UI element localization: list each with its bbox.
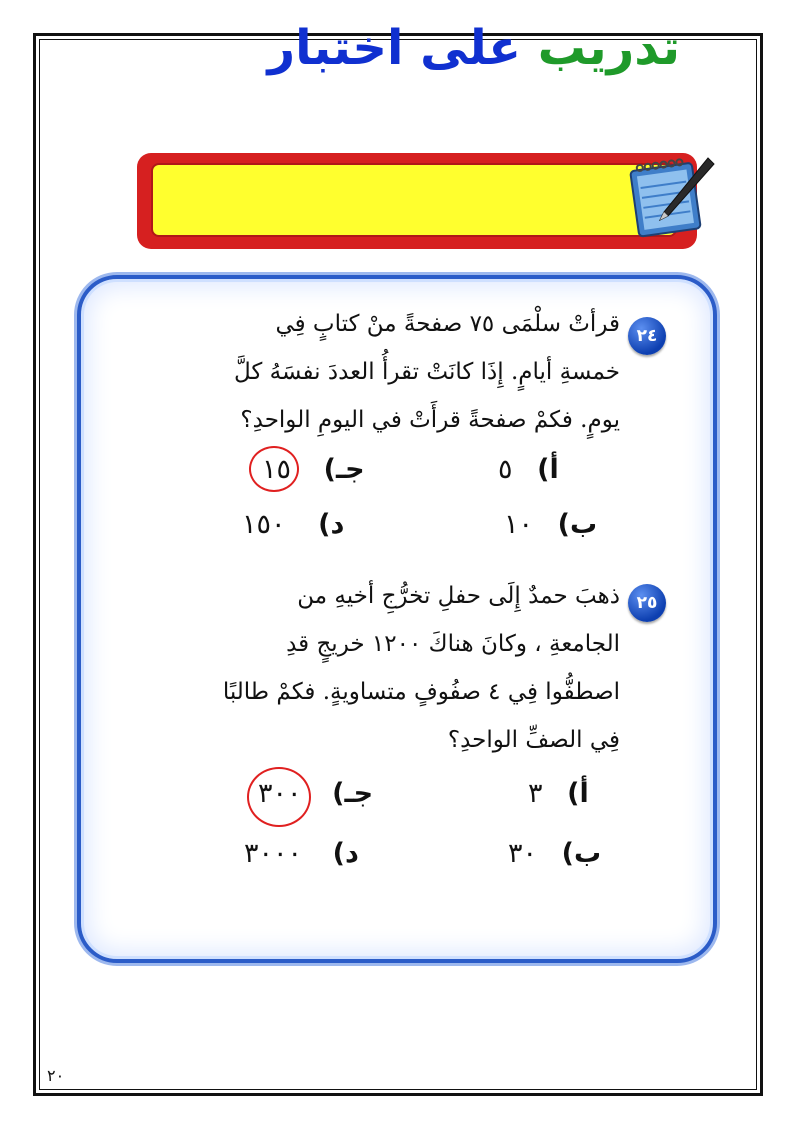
option-letter: جـ) bbox=[323, 454, 365, 485]
question-text bbox=[180, 572, 620, 764]
option-b[interactable] bbox=[508, 838, 601, 869]
title-word-training: تدريب bbox=[537, 20, 680, 76]
option-letter: ب) bbox=[557, 509, 598, 540]
page-title bbox=[268, 20, 681, 76]
title-word-on: على bbox=[420, 20, 522, 76]
option-value: ٣٠٠٠ bbox=[244, 838, 303, 869]
question-number-badge: ٢٥ bbox=[628, 584, 666, 622]
question-text bbox=[180, 300, 620, 444]
question-line: قرأتْ سلْمَى ٧٥ صفحةً منْ كتابٍ فِي bbox=[275, 311, 620, 337]
option-letter: ب) bbox=[561, 838, 602, 869]
title-banner-inner bbox=[151, 163, 677, 237]
notepad-pen-icon bbox=[624, 152, 716, 240]
option-value: ٣٠٠ bbox=[258, 778, 302, 809]
page-number: ٢٠ bbox=[47, 1066, 65, 1085]
option-value: ١٥ bbox=[262, 454, 292, 485]
title-word-test: اختبار bbox=[267, 20, 404, 76]
question-line: يومٍ. فكمْ صفحةً قرأَتْ في اليومِ الواحدِ؟ bbox=[240, 407, 620, 433]
option-letter: د) bbox=[332, 838, 359, 869]
option-letter: أ) bbox=[567, 778, 589, 809]
question-line: فِي الصفِّ الواحدِ؟ bbox=[447, 727, 620, 753]
question-line: الجامعةِ ، وكانَ هناكَ ١٢٠٠ خريجٍ قدِ bbox=[286, 631, 620, 657]
option-d[interactable] bbox=[244, 838, 359, 869]
option-value: ١٥٠ bbox=[242, 509, 286, 540]
option-letter: جـ) bbox=[332, 778, 374, 809]
option-a[interactable] bbox=[498, 454, 559, 485]
question-number-badge: ٢٤ bbox=[628, 317, 666, 355]
option-letter: أ) bbox=[537, 454, 559, 485]
question-line: اصطفُّوا فِي ٤ صفُوفٍ متساويةٍ. فكمْ طالبًا bbox=[222, 679, 620, 705]
question-line: ذهبَ حمدٌ إِلَى حفلِ تخرُّجِ أخيهِ من bbox=[297, 583, 620, 609]
option-letter: د) bbox=[318, 509, 345, 540]
option-value: ٣ bbox=[528, 778, 543, 809]
option-d[interactable] bbox=[242, 509, 344, 540]
title-banner bbox=[137, 153, 697, 249]
answer-circle bbox=[249, 446, 299, 492]
option-value: ١٠ bbox=[504, 509, 534, 540]
option-value: ٣٠ bbox=[508, 838, 538, 869]
question-line: خمسةِ أيامٍ. إِذَا كانَتْ تقرأُ العددَ نفسَهُ كلَّ bbox=[233, 359, 620, 385]
option-b[interactable] bbox=[504, 509, 597, 540]
option-value: ٥ bbox=[498, 454, 513, 485]
answer-circle bbox=[247, 767, 311, 827]
option-a[interactable] bbox=[528, 778, 589, 809]
